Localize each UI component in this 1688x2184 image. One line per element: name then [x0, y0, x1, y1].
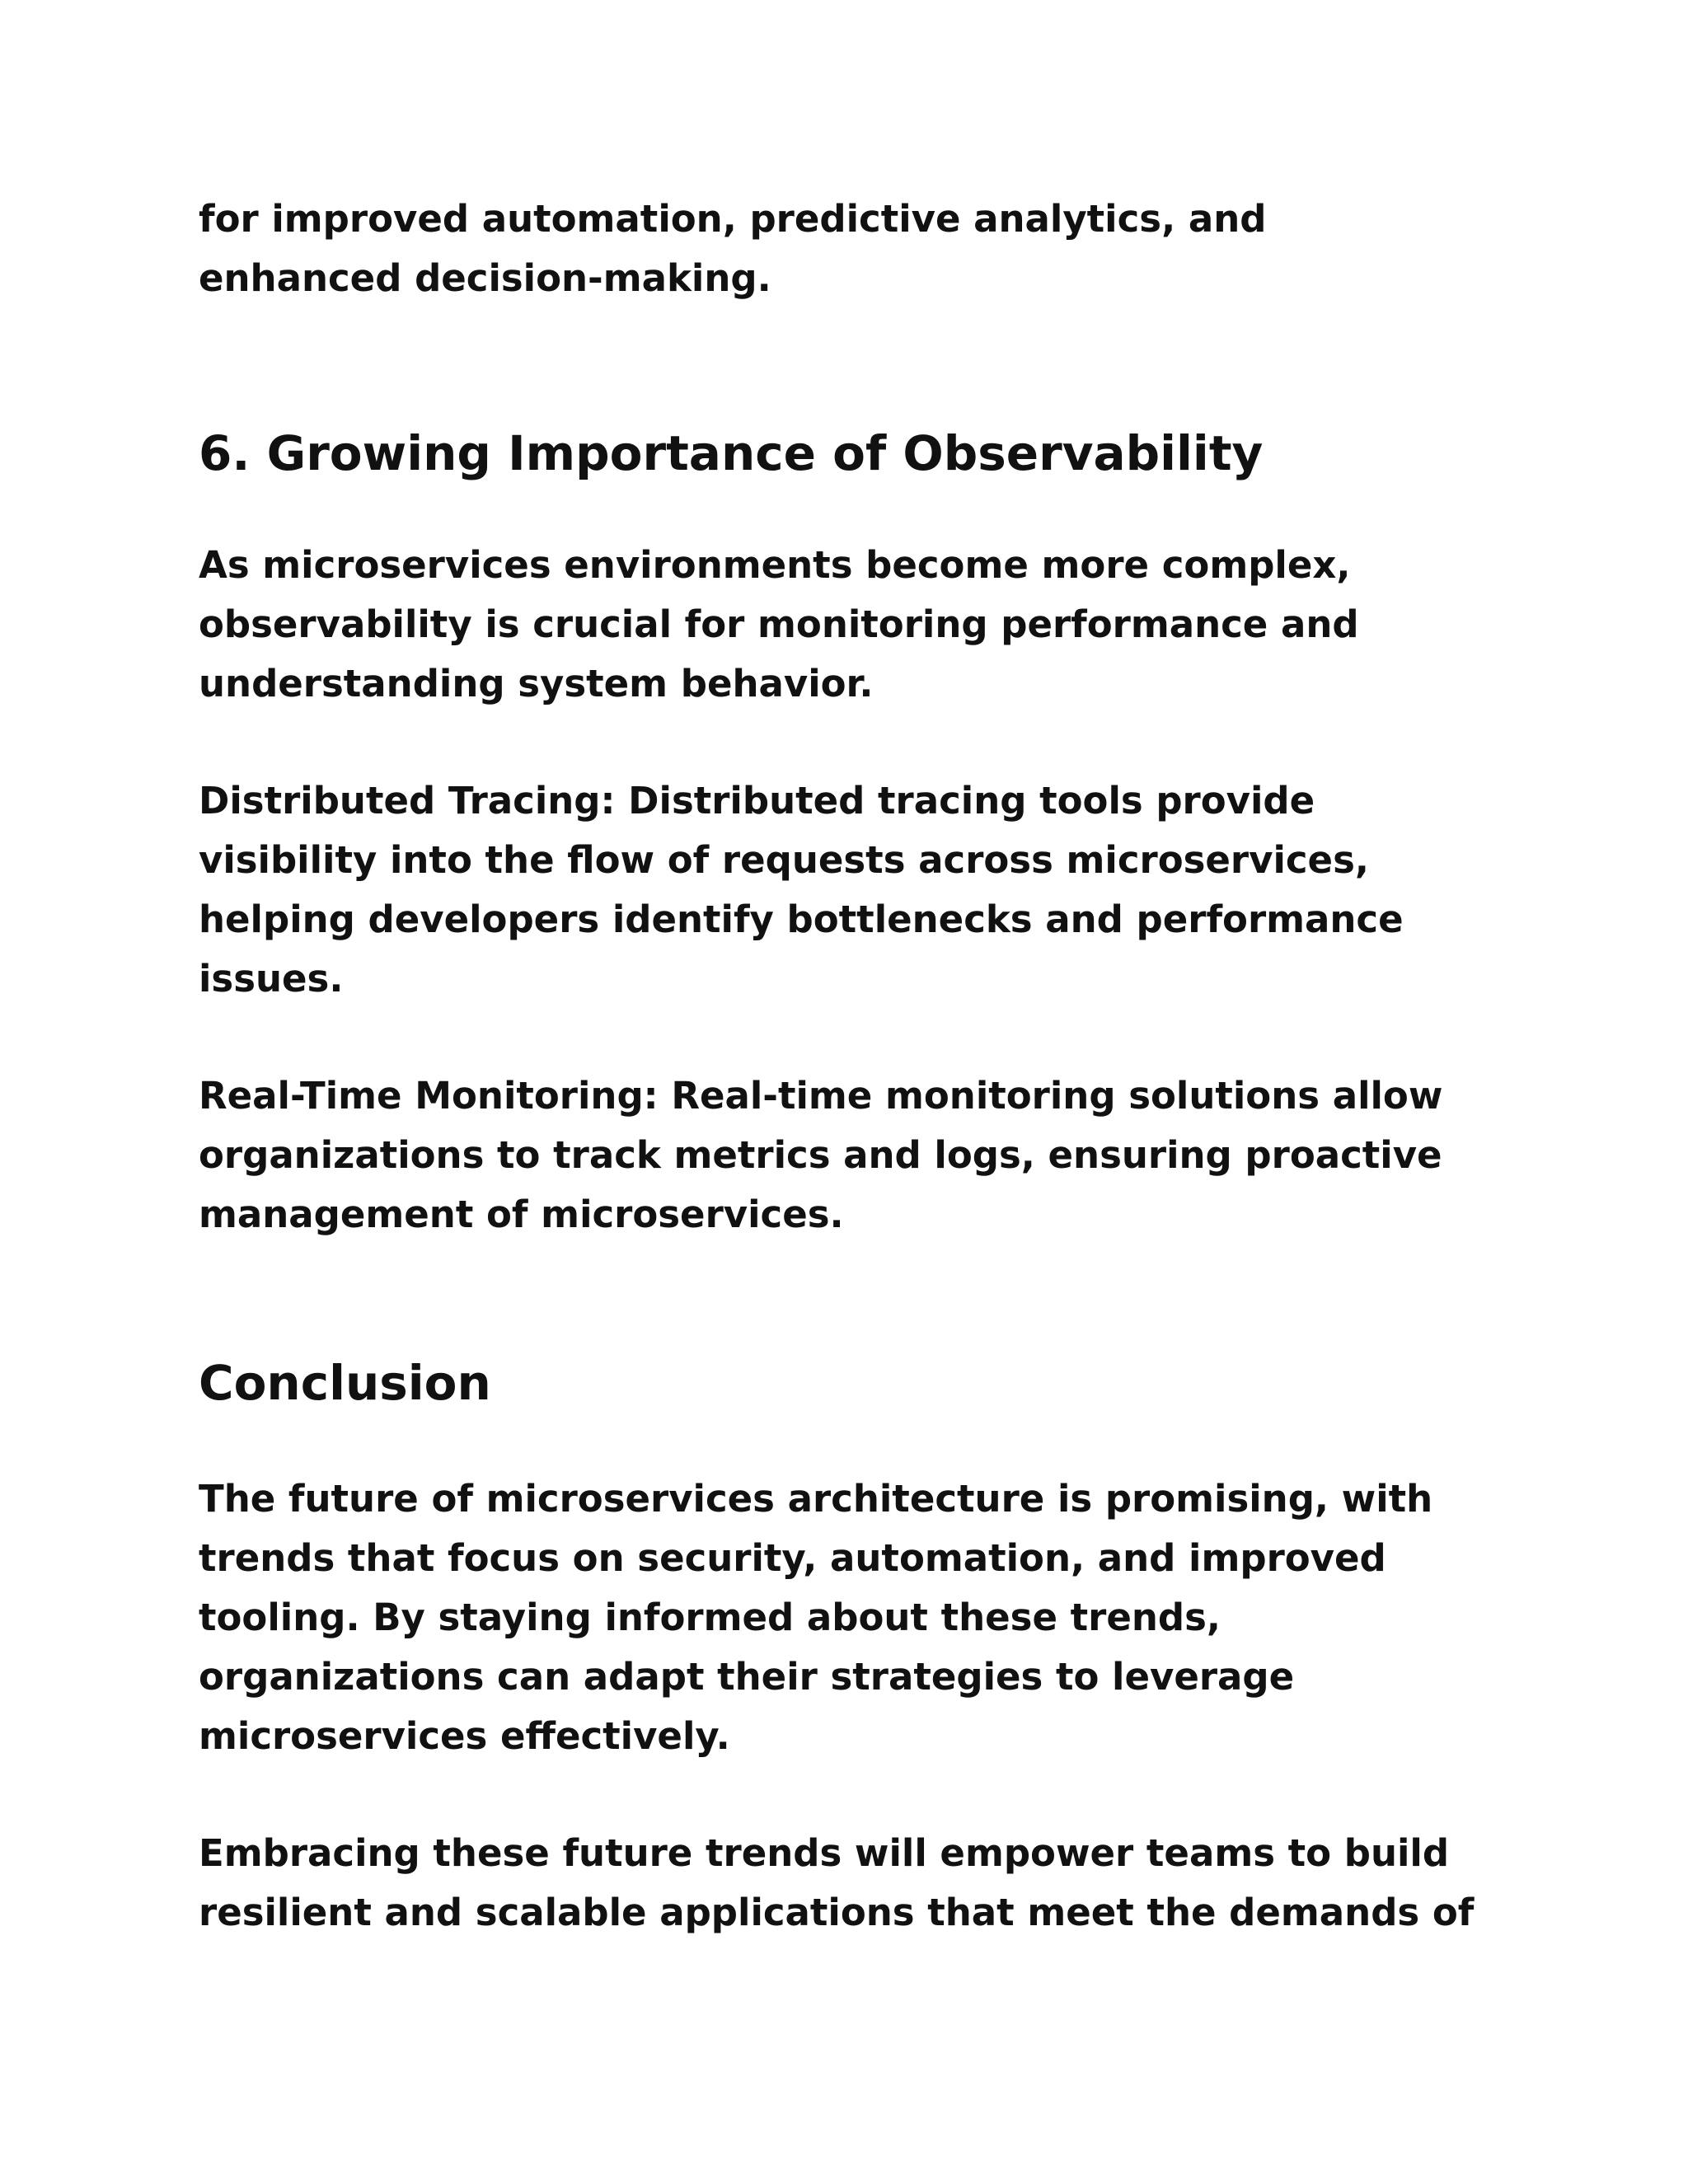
text-line: As microservices environments become more complex,	[199, 543, 1351, 587]
text-line: management of microservices.	[199, 1193, 844, 1236]
text-line: understanding system behavior.	[199, 662, 874, 705]
text-line: Real-Time Monitoring: Real-time monitoring solutions allow	[199, 1074, 1443, 1118]
distributed-tracing-paragraph	[199, 771, 1517, 1009]
text-line: trends that focus on security, automation, and improved	[199, 1536, 1386, 1580]
text-line: The future of microservices architecture is promising, with	[199, 1477, 1433, 1521]
document-page	[199, 190, 1517, 1943]
intro-paragraph	[199, 190, 1517, 308]
text-line: microservices effectively.	[199, 1714, 730, 1758]
text-line: resilient and scalable applications that meet the demands of	[199, 1891, 1475, 1934]
real-time-monitoring-paragraph	[199, 1066, 1517, 1244]
conclusion-paragraph-1	[199, 1469, 1517, 1766]
text-line: tooling. By staying informed about these trends,	[199, 1596, 1221, 1639]
text-line: enhanced decision-making.	[199, 256, 771, 300]
text-line: Distributed Tracing: Distributed tracing tools provide	[199, 779, 1315, 823]
observability-intro-paragraph	[199, 536, 1517, 714]
text-line: Embracing these future trends will empower teams to build	[199, 1831, 1450, 1875]
section-heading-observability: 6. Growing Importance of Observability	[199, 425, 1264, 481]
text-line: visibility into the flow of requests across microservices,	[199, 838, 1369, 882]
section-heading-conclusion: Conclusion	[199, 1355, 491, 1411]
text-line: helping developers identify bottlenecks and performance	[199, 898, 1404, 941]
text-line: observability is crucial for monitoring performance and	[199, 602, 1359, 646]
text-line: organizations to track metrics and logs, ensuring proactive	[199, 1133, 1442, 1177]
text-line: issues.	[199, 957, 344, 1001]
text-line: for improved automation, predictive analytics, and	[199, 197, 1267, 241]
text-line: organizations can adapt their strategies to leverage	[199, 1655, 1295, 1699]
conclusion-paragraph-2	[199, 1824, 1517, 1943]
